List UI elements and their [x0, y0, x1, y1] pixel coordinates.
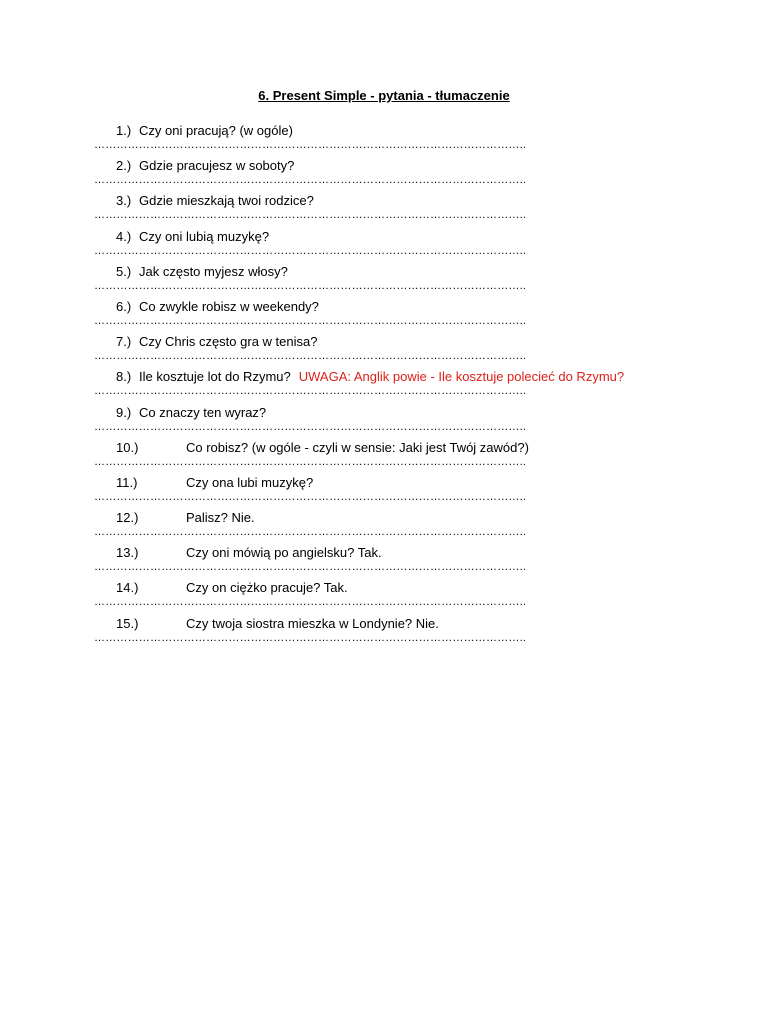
question-text: Czy on ciężko pracuje? Tak. — [186, 580, 348, 596]
question — [116, 193, 314, 209]
question-number: 11.) — [116, 474, 138, 490]
question — [116, 229, 269, 245]
question-number: 4.) — [116, 228, 132, 244]
answer-line[interactable]: …………………………………………………………………………………………………….. — [94, 350, 527, 363]
question — [116, 545, 382, 561]
list-item — [94, 580, 768, 615]
warning-note: UWAGA: Anglik powie - Ile kosztuje polecieć do Rzymu? — [298, 369, 625, 385]
list-item — [94, 193, 768, 228]
question — [116, 158, 294, 174]
answer-line[interactable]: …………………………………………………………………………………………………….. — [94, 244, 527, 257]
list-item — [94, 545, 768, 580]
question-number: 12.) — [116, 510, 139, 526]
question-text: Gdzie pracujesz w soboty? — [139, 158, 295, 174]
question-number: 8.) — [116, 369, 132, 385]
question-text: Czy oni lubią muzykę? — [139, 228, 270, 244]
answer-line[interactable]: …………………………………………………………………………………………………….. — [94, 455, 527, 468]
answer-line[interactable]: …………………………………………………………………………………………………….. — [94, 420, 527, 433]
question-number: 6.) — [116, 298, 132, 314]
list-item — [94, 229, 768, 264]
question — [116, 405, 266, 421]
list-item — [94, 123, 768, 158]
question-text: Czy oni mówią po angielsku? Tak. — [186, 545, 382, 561]
answer-line[interactable]: …………………………………………………………………………………………………….. — [94, 490, 527, 503]
question-text: Co zwykle robisz w weekendy? — [139, 298, 319, 314]
list-item — [94, 158, 768, 193]
list-item — [94, 299, 768, 334]
question-number: 1.) — [116, 123, 132, 138]
list-item — [94, 510, 768, 545]
question-number: 10.) — [116, 439, 139, 455]
question — [116, 299, 319, 315]
question-text: Jak często myjesz włosy? — [139, 263, 288, 279]
question — [116, 580, 348, 596]
question-text: Czy twoja siostra mieszka w Londynie? Nie. — [186, 615, 439, 631]
question-number: 13.) — [116, 545, 139, 561]
question-text: Czy oni pracują? (w ogóle) — [139, 123, 293, 138]
list-item — [94, 264, 768, 299]
answer-line[interactable]: …………………………………………………………………………………………………….. — [94, 631, 527, 644]
question — [116, 440, 529, 456]
answer-line[interactable]: …………………………………………………………………………………………………….. — [94, 596, 527, 609]
question-text: Co robisz? (w ogóle - czyli w sensie: Jaki jest Twój zawód?) — [186, 439, 529, 455]
question-text: Ile kosztuje lot do Rzymu? — [139, 369, 291, 385]
question-number: 14.) — [116, 580, 139, 596]
question-text: Gdzie mieszkają twoi rodzice? — [139, 193, 314, 209]
question — [116, 616, 439, 632]
question-number: 15.) — [116, 615, 139, 631]
answer-line[interactable]: …………………………………………………………………………………………………….. — [94, 279, 527, 292]
answer-line[interactable]: …………………………………………………………………………………………………….. — [94, 139, 527, 151]
list-item — [94, 440, 768, 475]
question — [116, 369, 624, 385]
list-item — [94, 616, 768, 651]
answer-line[interactable]: …………………………………………………………………………………………………….. — [94, 385, 527, 398]
answer-line[interactable]: …………………………………………………………………………………………………….. — [94, 561, 527, 574]
question — [116, 264, 288, 280]
question — [116, 334, 317, 350]
question-text: Czy ona lubi muzykę? — [186, 474, 314, 490]
question-number: 7.) — [116, 334, 132, 350]
question-number: 2.) — [116, 158, 132, 174]
question-text: Co znaczy ten wyraz? — [139, 404, 267, 420]
page-title: 6. Present Simple - pytania - tłumaczenie — [258, 88, 510, 103]
question-number: 9.) — [116, 404, 132, 420]
question-number: 3.) — [116, 193, 132, 209]
question-list — [94, 123, 768, 651]
question — [116, 510, 255, 526]
question — [116, 475, 313, 491]
list-item — [94, 334, 768, 369]
list-item — [94, 369, 768, 404]
answer-line[interactable]: …………………………………………………………………………………………………….. — [94, 209, 527, 222]
answer-line[interactable]: …………………………………………………………………………………………………….. — [94, 314, 527, 327]
question-number: 5.) — [116, 263, 132, 279]
question-text: Czy Chris często gra w tenisa? — [139, 334, 318, 350]
answer-line[interactable]: …………………………………………………………………………………………………….. — [94, 526, 527, 539]
answer-line[interactable]: …………………………………………………………………………………………………….. — [94, 174, 527, 187]
list-item — [94, 475, 768, 510]
question-text: Palisz? Nie. — [186, 510, 255, 526]
list-item — [94, 405, 768, 440]
question — [116, 123, 293, 139]
